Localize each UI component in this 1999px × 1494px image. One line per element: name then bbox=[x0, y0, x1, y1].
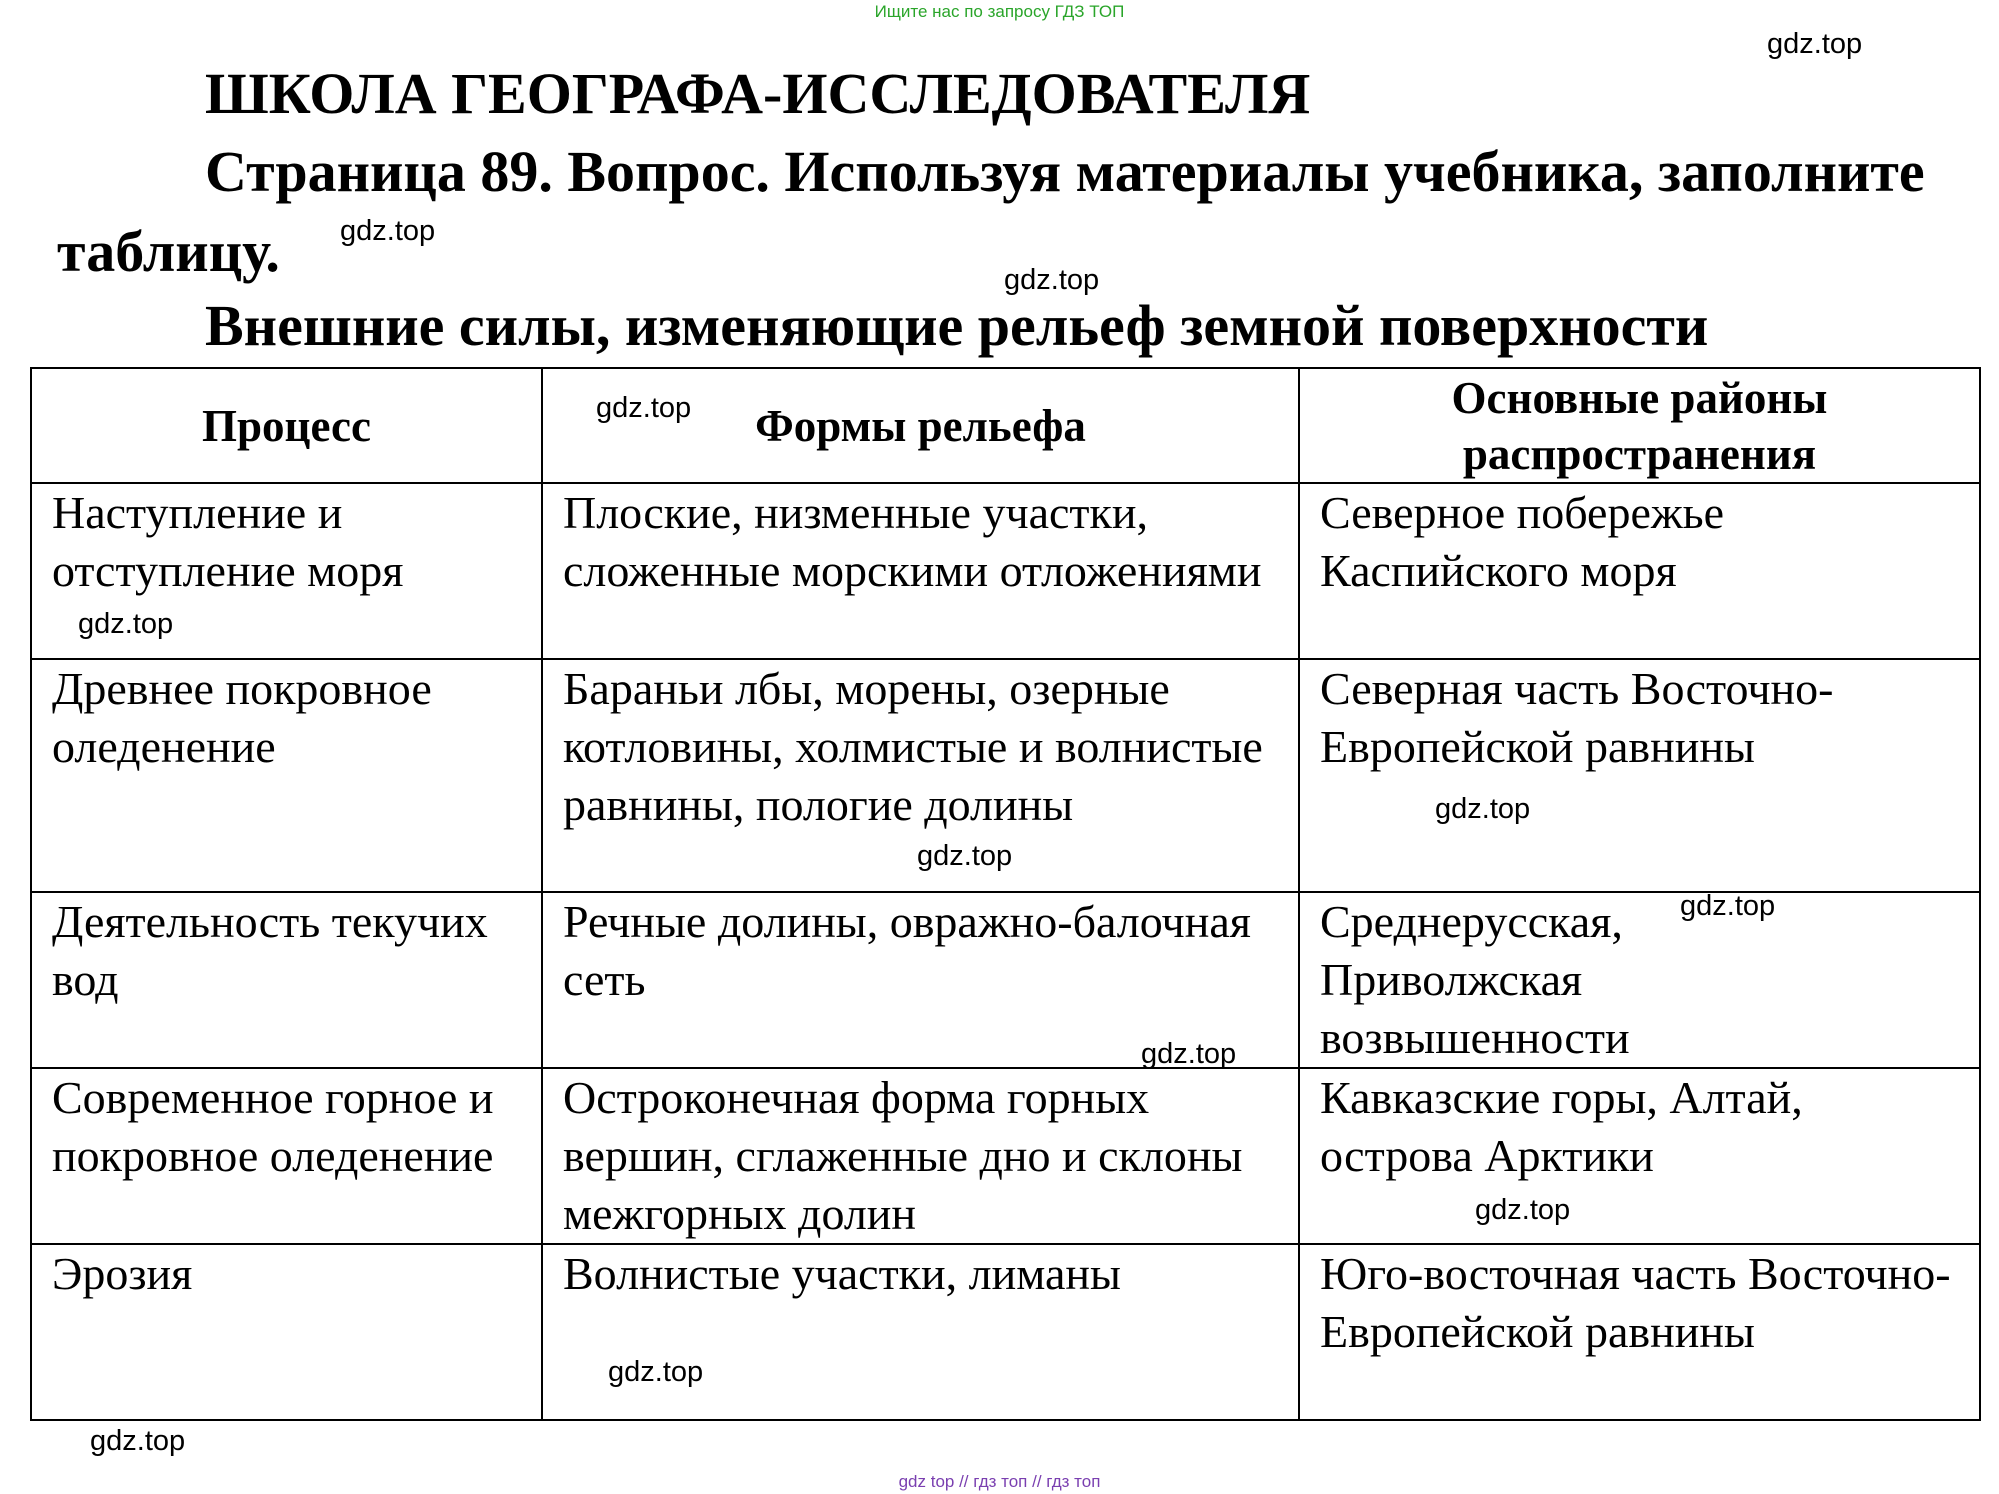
table-row bbox=[31, 483, 1980, 659]
cell-landforms: Плоские, низменные участки, сложенные морскими отложениями bbox=[542, 483, 1299, 659]
table-row bbox=[31, 1244, 1980, 1420]
watermark: gdz.top bbox=[1767, 28, 1863, 60]
cell-process: Наступление и отступление моря bbox=[31, 483, 542, 659]
watermark: gdz.top bbox=[917, 840, 1013, 872]
cell-process: Эрозия bbox=[31, 1244, 542, 1420]
cell-landforms: Бараньи лбы, морены, озерные котловины, холмистые и волнистые равнины, пологие долины bbox=[542, 659, 1299, 892]
watermark: gdz.top bbox=[1435, 793, 1531, 825]
table-header-row bbox=[31, 368, 1980, 483]
question-line-1: Страница 89. Вопрос. Используя материалы учебника, заполните bbox=[205, 139, 1925, 204]
top-banner: Ищите нас по запросу ГДЗ ТОП bbox=[874, 2, 1125, 21]
page-title: ШКОЛА ГЕОГРАФА-ИССЛЕДОВАТЕЛЯ bbox=[205, 61, 1311, 126]
cell-regions: Среднерусская, Приволжская возвышенности bbox=[1299, 892, 1980, 1068]
cell-process: Деятельность текучих вод bbox=[31, 892, 542, 1068]
cell-landforms: Волнистые участки, лиманы bbox=[542, 1244, 1299, 1420]
header-regions: Основные районы распространения bbox=[1299, 368, 1980, 483]
cell-regions: Северная часть Восточно-Европейской равнины bbox=[1299, 659, 1980, 892]
watermark: gdz.top bbox=[1680, 890, 1776, 922]
watermark: gdz.top bbox=[1141, 1038, 1237, 1070]
header-process: Процесс bbox=[31, 368, 542, 483]
watermark: gdz.top bbox=[340, 215, 436, 247]
question-line-2: таблицу. bbox=[57, 219, 280, 284]
cell-process: Современное горное и покровное оледенение bbox=[31, 1068, 542, 1244]
footer-links: gdz top // гдз топ // гдз топ bbox=[898, 1472, 1101, 1491]
cell-landforms: Речные долины, овражно-балочная сеть bbox=[542, 892, 1299, 1068]
watermark: gdz.top bbox=[78, 608, 174, 640]
watermark: gdz.top bbox=[1475, 1194, 1571, 1226]
cell-landforms: Остроконечная форма горных вершин, сглаженные дно и склоны межгорных долин bbox=[542, 1068, 1299, 1244]
cell-regions: Юго-восточная часть Восточно-Европейской равнины bbox=[1299, 1244, 1980, 1420]
cell-regions: Кавказские горы, Алтай, острова Арктики bbox=[1299, 1068, 1980, 1244]
header-landforms: Формы рельефа bbox=[542, 368, 1299, 483]
cell-process: Древнее покровное оледенение bbox=[31, 659, 542, 892]
table-row bbox=[31, 1068, 1980, 1244]
watermark: gdz.top bbox=[608, 1356, 704, 1388]
watermark: gdz.top bbox=[1004, 264, 1100, 296]
watermark: gdz.top bbox=[596, 392, 692, 424]
table-title: Внешние силы, изменяющие рельеф земной поверхности bbox=[205, 293, 1709, 358]
cell-regions: Северное побережье Каспийского моря bbox=[1299, 483, 1980, 659]
watermark: gdz.top bbox=[90, 1425, 186, 1457]
